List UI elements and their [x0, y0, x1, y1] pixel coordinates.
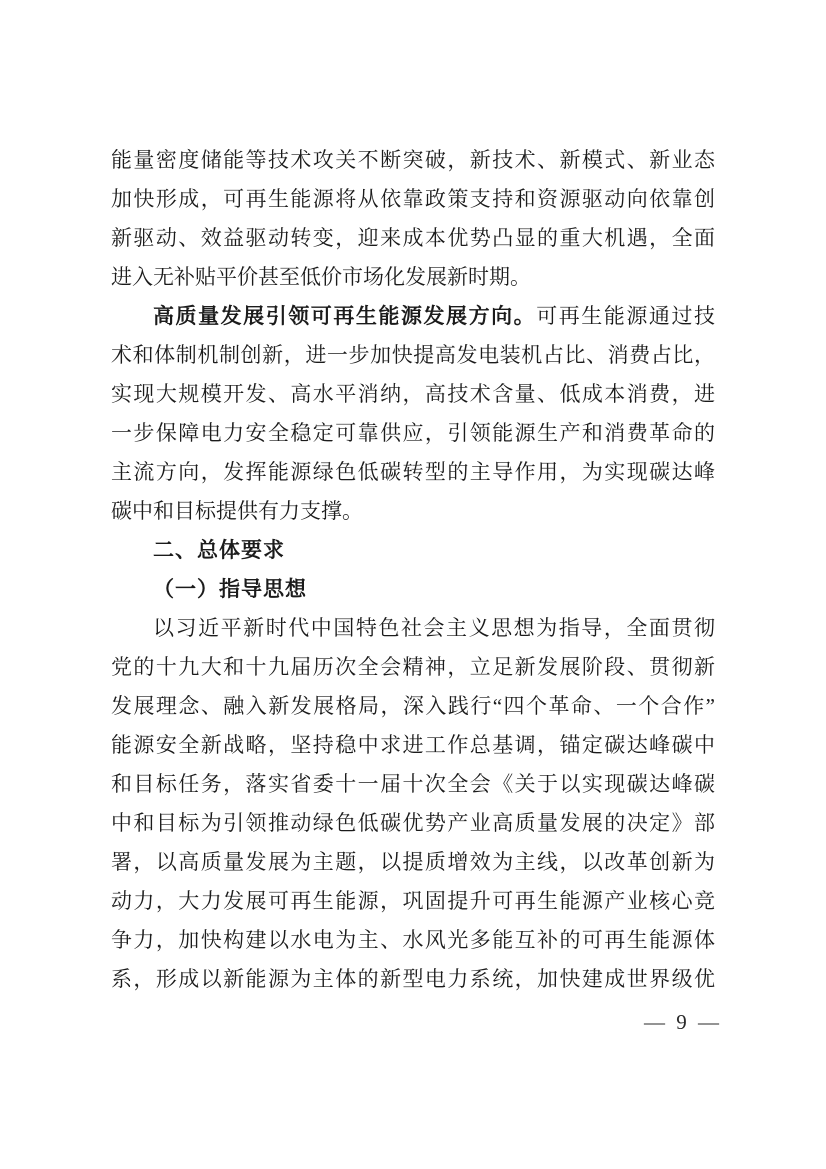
section-heading: 二、总体要求 [153, 539, 285, 562]
text-line: 进入无补贴平价甚至低价市场化发展新时期。 [111, 265, 531, 289]
text-line: 碳中和目标提供有力支撑。 [111, 499, 363, 523]
text-line: 新驱动、效益驱动转变，迎来成本优势凸显的重大机遇，全面 [111, 226, 715, 250]
text-line: 系，形成以新能源为主体的新型电力系统，加快建成世界级优 [111, 967, 715, 991]
text-line: 能量密度储能等技术攻关不断突破，新技术、新模式、新业态 [111, 148, 715, 172]
text-line: 加快形成，可再生能源将从依靠政策支持和资源驱动向依靠创 [111, 187, 715, 211]
subsection-heading: （一）指导思想 [153, 577, 307, 601]
text-line: 术和体制机制创新，进一步加快提高发电装机占比、消费占比， [111, 343, 715, 367]
lead-rest-text: 可再生能源通过技 [536, 304, 716, 328]
text-line [111, 297, 715, 336]
text-line: 中和目标为引领推动绿色低碳优势产业高质量发展的决定》部 [111, 811, 715, 835]
text-line: 署，以高质量发展为主题，以提质增效为主线，以改革创新为 [111, 850, 715, 874]
text-line: 动力，大力发展可再生能源，巩固提升可再生能源产业核心竞 [111, 889, 715, 913]
text-line: 以习近平新时代中国特色社会主义思想为指导，全面贯彻 [153, 616, 715, 640]
text-line: 实现大规模开发、高水平消纳，高技术含量、低成本消费，进 [111, 382, 715, 406]
text-line: 能源安全新战略，坚持稳中求进工作总基调，锚定碳达峰碳中 [111, 733, 715, 757]
text-block [111, 141, 715, 999]
text-line: 发展理念、融入新发展格局，深入践行“四个革命、一个合作” [111, 694, 715, 718]
bold-lead-sentence: 高质量发展引领可再生能源发展方向。 [153, 304, 537, 328]
text-line: 党的十九大和十九届历次全会精神，立足新发展阶段、贯彻新 [111, 655, 715, 679]
text-line: 主流方向，发挥能源绿色低碳转型的主导作用，为实现碳达峰 [111, 460, 715, 484]
text-line: 和目标任务，落实省委十一届十次全会《关于以实现碳达峰碳 [111, 772, 715, 796]
text-line: 一步保障电力安全稳定可靠供应，引领能源生产和消费革命的 [111, 421, 715, 445]
page-number: — 9 — [644, 1010, 722, 1034]
text-line: 争力，加快构建以水电为主、水风光多能互补的可再生能源体 [111, 928, 715, 952]
